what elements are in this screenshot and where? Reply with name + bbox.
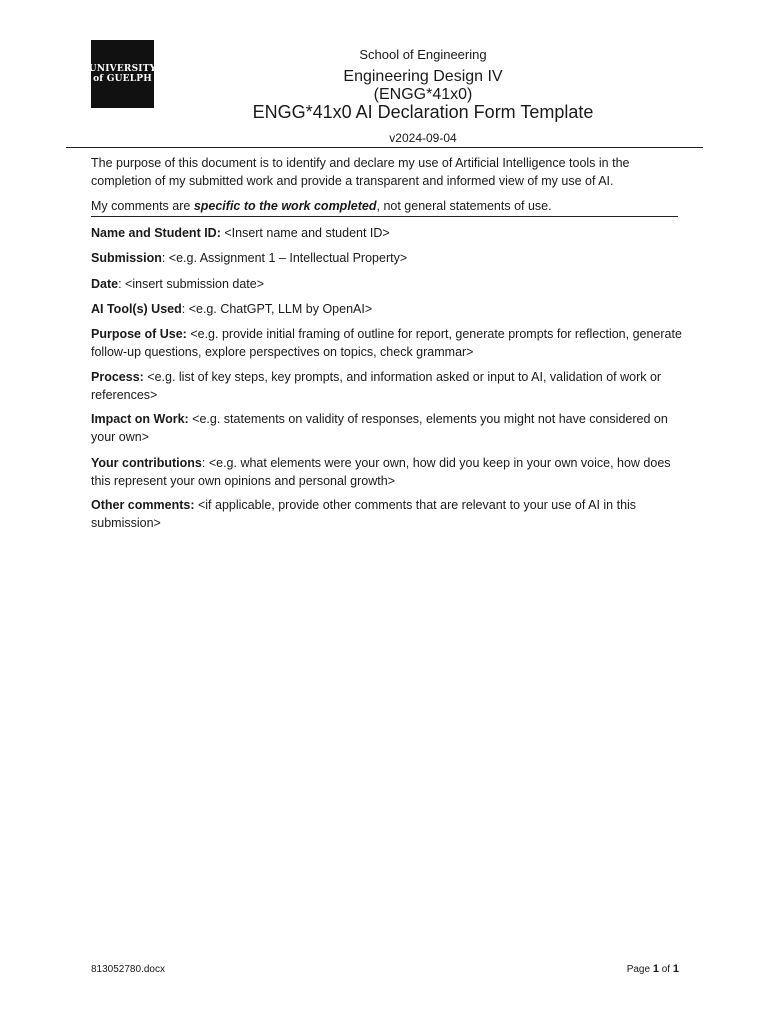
field-value: : <e.g. Assignment 1 – Intellectual Property> bbox=[161, 251, 408, 265]
footer-filename: 813052780.docx bbox=[91, 964, 165, 975]
header-divider bbox=[66, 147, 703, 148]
intro-divider bbox=[91, 216, 678, 217]
field-label: Purpose of Use: bbox=[91, 327, 187, 341]
logo-line-1: UNIVERSITY bbox=[88, 63, 157, 74]
page-word: Page bbox=[626, 964, 653, 975]
field-date[interactable] bbox=[91, 275, 683, 293]
course-name: Engineering Design IV (ENGG*41x0) bbox=[343, 68, 503, 103]
page-total: 1 bbox=[672, 963, 679, 975]
field-value: <e.g. list of key steps, key prompts, and information asked or input to AI, validation of work or references> bbox=[91, 370, 662, 402]
field-label: Process: bbox=[91, 370, 144, 384]
field-label: Impact on Work: bbox=[91, 412, 189, 426]
university-logo bbox=[88, 40, 157, 108]
field-value: <Insert name and student ID> bbox=[220, 226, 390, 240]
document-title: ENGG*41x0 AI Declaration Form Template bbox=[252, 102, 594, 122]
field-value: <if applicable, provide other comments that are relevant to your use of AI in this submission> bbox=[91, 498, 637, 530]
field-label: AI Tool(s) Used bbox=[91, 302, 182, 316]
field-process[interactable] bbox=[91, 368, 683, 404]
comments-prefix: My comments are bbox=[91, 199, 194, 213]
page-current: 1 bbox=[652, 963, 659, 975]
field-label: Name and Student ID: bbox=[91, 226, 221, 240]
document-version: v2024-09-04 bbox=[389, 131, 457, 145]
logo-line-2: of GUELPH bbox=[93, 73, 152, 84]
purpose-paragraph: The purpose of this document is to identify and declare my use of Artificial Intelligence tools in the completion of my submitted work and provide a transparent and informed view of my use of AI. bbox=[91, 156, 630, 188]
field-ai-tools-used[interactable] bbox=[91, 300, 683, 318]
comments-suffix: , not general statements of use. bbox=[376, 199, 552, 213]
field-label: Submission bbox=[91, 251, 162, 265]
field-name-student-id[interactable] bbox=[91, 224, 683, 242]
field-label: Other comments: bbox=[91, 498, 195, 512]
school-name: School of Engineering bbox=[359, 47, 487, 62]
field-value: : <insert submission date> bbox=[118, 277, 265, 291]
field-value: : <e.g. what elements were your own, how did you keep in your own voice, how does this represent your own opinions and personal growth> bbox=[91, 456, 671, 488]
footer-page-number bbox=[600, 963, 679, 975]
field-purpose-of-use[interactable] bbox=[91, 325, 683, 361]
field-impact-on-work[interactable] bbox=[91, 410, 683, 446]
field-value: : <e.g. ChatGPT, LLM by OpenAI> bbox=[181, 302, 373, 316]
field-submission[interactable] bbox=[91, 249, 683, 267]
comments-emphasis: specific to the work completed bbox=[193, 199, 377, 213]
field-other-comments[interactable] bbox=[91, 496, 683, 532]
field-your-contributions[interactable] bbox=[91, 454, 683, 490]
field-value: <e.g. provide initial framing of outline for report, generate prompts for reflection, generate follow-up questions, explore perspectives on topics, check grammar> bbox=[91, 327, 682, 359]
field-label: Date bbox=[91, 277, 119, 291]
comments-statement bbox=[91, 197, 681, 215]
page-of: of bbox=[658, 964, 673, 975]
field-label: Your contributions bbox=[91, 456, 202, 470]
field-value: <e.g. statements on validity of responses, elements you might not have considered on your own> bbox=[91, 412, 668, 444]
